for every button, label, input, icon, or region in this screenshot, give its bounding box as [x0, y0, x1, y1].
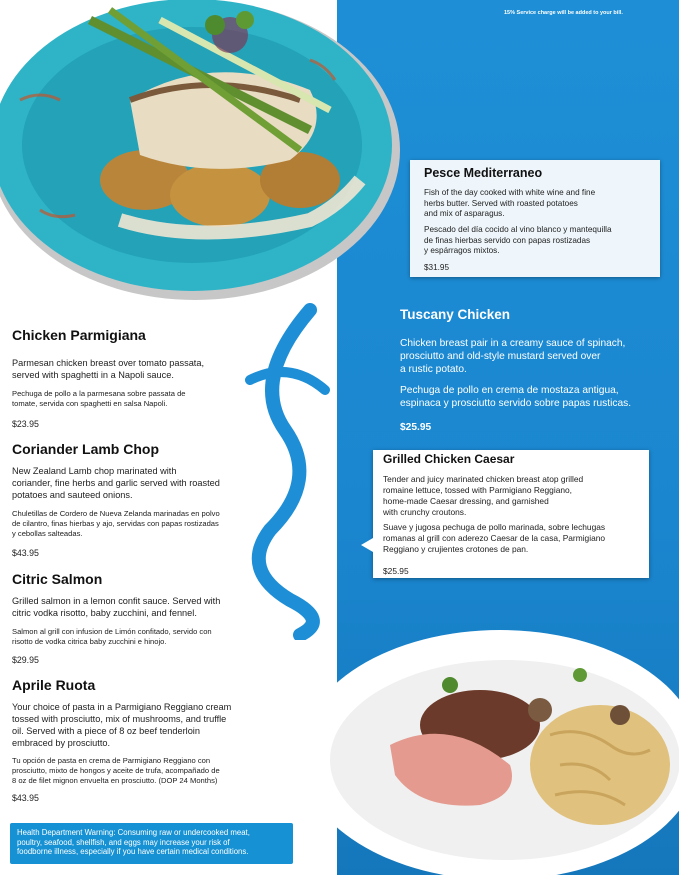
- lamb-price: $43.95: [12, 548, 39, 558]
- ruota-price: $43.95: [12, 793, 39, 803]
- caesar-description-es: Suave y jugosa pechuga de pollo marinada, sobre lechugas romanas al grill con aderezo Caesar de la casa, Parmigiano Reggiano y crujientes crotones de pan.: [383, 522, 606, 554]
- health-warning-box: [10, 823, 293, 864]
- salmon-description-es: Salmon al grill con infusion de Limón confitado, servido con risotto de vodka citrica baby zucchini e hinojo.: [12, 627, 212, 646]
- script-lettering-decoration: [230, 300, 340, 640]
- grilled-chicken-caesar-card: [373, 450, 649, 578]
- parmigiana-description-es: Pechuga de pollo a la parmesana sobre passata de tomate, servida con spaghetti en salsa Napoli.: [12, 389, 186, 408]
- parmigiana-title: Chicken Parmigiana: [12, 327, 146, 343]
- caesar-price: $25.95: [383, 566, 409, 576]
- caesar-description-en: Tender and juicy marinated chicken breast atop grilled romaine lettuce, tossed with Parmigiano Reggiano, home-made Caesar dressing, and garnished with crunchy croutons.: [383, 474, 584, 517]
- service-charge-note: 15% Service charge will be added to your bill.: [504, 10, 623, 16]
- pesce-description-en: Fish of the day cooked with white wine and fine herbs butter. Served with roasted potatoes and mix of asparagus.: [424, 188, 596, 219]
- salmon-title: Citric Salmon: [12, 571, 103, 587]
- ruota-title: Aprile Ruota: [12, 677, 96, 693]
- parmigiana-price: $23.95: [12, 419, 39, 429]
- pesce-description-es: Pescado del día cocido al vino blanco y mantequilla de finas hierbas servido con papas rostizadas y espárragos mixtos.: [424, 225, 612, 256]
- salmon-description-en: Grilled salmon in a lemon confit sauce. Served with citric vodka risotto, baby zucchini, and fennel.: [12, 596, 221, 618]
- pesce-price: $31.95: [424, 263, 450, 272]
- tuscany-description-es: Pechuga de pollo en crema de mostaza antigua, espinaca y prosciutto servido sobre papas rusticas.: [400, 385, 632, 409]
- pesce-title: Pesce Mediterraneo: [424, 166, 543, 180]
- ruota-description-es: Tu opción de pasta en crema de Parmigiano Reggiano con prosciutto, mixto de hongos y aceite de trufa, acompañado de 8 oz de filet mignon envuelta en prosciutto. (DOP 24 Months): [12, 756, 220, 785]
- lamb-description-es: Chuletillas de Cordero de Nueva Zelanda marinadas en polvo de cilantro, finas hierbas y ajo, servidas con papas rostizadas y cebollas salteadas.: [12, 509, 220, 538]
- lamb-title: Coriander Lamb Chop: [12, 441, 160, 457]
- fish-plate-image: [0, 0, 400, 315]
- ruota-description-en: Your choice of pasta in a Parmigiano Reggiano cream tossed with prosciutto, mix of mushrooms, and truffle oil. Served with a piece of 8 oz beef tenderloin embraced by prosciutto.: [12, 702, 232, 748]
- tuscany-title: Tuscany Chicken: [400, 307, 511, 322]
- parmigiana-description-en: Parmesan chicken breast over tomato passata, served with spaghetti in a Napoli sauce.: [12, 358, 205, 380]
- pesce-mediterraneo-card: [410, 160, 660, 277]
- salmon-price: $29.95: [12, 655, 39, 665]
- pasta-plate-image: [300, 615, 679, 875]
- caesar-title: Grilled Chicken Caesar: [383, 452, 515, 466]
- tuscany-description-en: Chicken breast pair in a creamy sauce of spinach, prosciutto and old-style mustard served over a rustic potato.: [400, 338, 626, 375]
- tuscany-price: $25.95: [400, 422, 432, 433]
- health-warning-text: Health Department Warning: Consuming raw or undercooked meat, poultry, seafood, shellfish, and eggs may increase your risk of foodborne illness, especially if you have certain medical conditions.: [17, 828, 250, 856]
- lamb-description-en: New Zealand Lamb chop marinated with coriander, fine herbs and garlic served with roasted potatoes and sauteed onions.: [12, 466, 220, 500]
